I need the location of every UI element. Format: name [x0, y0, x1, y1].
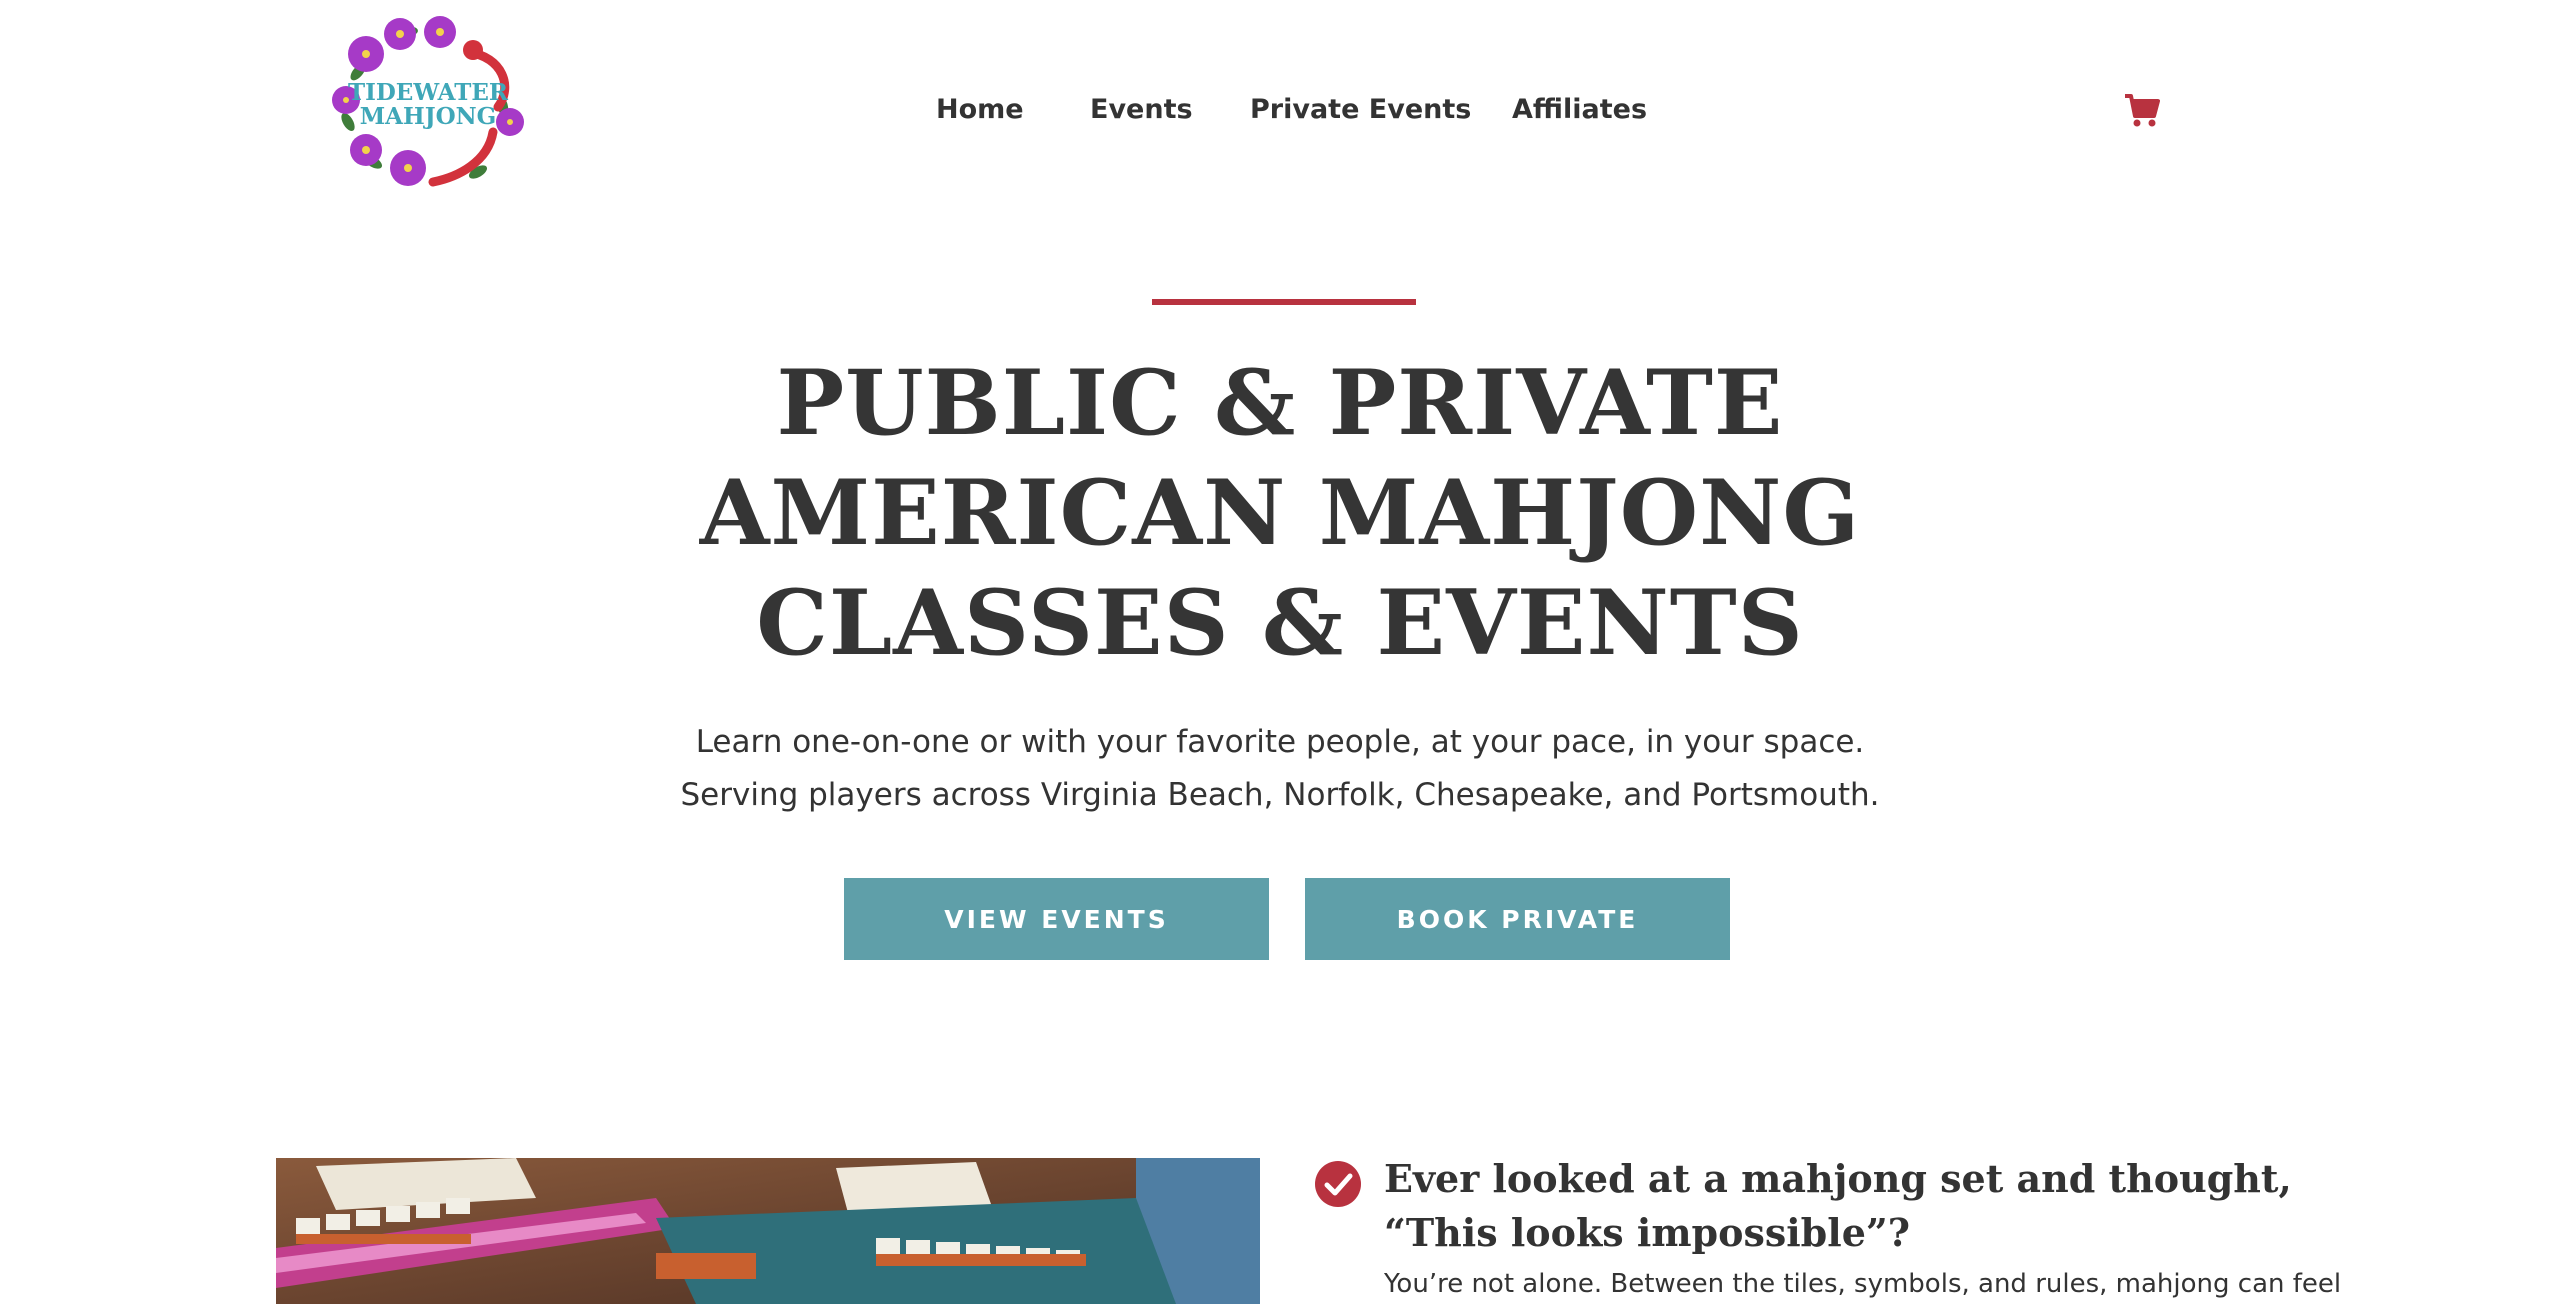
nav-home[interactable]: Home [936, 94, 1024, 125]
view-events-button[interactable]: VIEW EVENTS [844, 878, 1269, 960]
logo-wreath-graphic [328, 12, 528, 194]
hero-title-line: PUBLIC & PRIVATE [776, 350, 1784, 456]
hero-accent-line [1152, 299, 1416, 305]
nav-affiliates[interactable]: Affiliates [1512, 94, 1648, 125]
hero-title [480, 348, 2080, 678]
shopping-cart-icon[interactable] [2124, 92, 2160, 128]
svg-text:MAHJONG: MAHJONG [359, 103, 497, 130]
feature-heading [1384, 1152, 2384, 1260]
feature-heading-line: Ever looked at a mahjong set and thought, [1384, 1156, 2292, 1201]
hero-title-line: AMERICAN MAHJONG [699, 460, 1861, 566]
feature-heading-line: “This looks impossible”? [1384, 1210, 1910, 1255]
hero-subtitle-line: Learn one-on-one or with your favorite people, at your pace, in your space. [695, 724, 1865, 760]
hero-subtitle-line: Serving players across Virginia Beach, Norfolk, Chesapeake, and Portsmouth. [680, 777, 1880, 813]
svg-text:TIDEWATER: TIDEWATER [347, 79, 509, 106]
check-circle-icon [1314, 1160, 1362, 1208]
site-logo[interactable] [328, 12, 528, 194]
hero-subtitle [580, 716, 1980, 822]
feature-body-text: You’re not alone. Between the tiles, symbols, and rules, mahjong can feel [1384, 1269, 2342, 1299]
book-private-button[interactable]: BOOK PRIVATE [1305, 878, 1730, 960]
mahjong-table-photo [276, 1158, 1260, 1304]
nav-events[interactable]: Events [1090, 94, 1193, 125]
nav-private-events[interactable]: Private Events [1250, 94, 1472, 125]
hero-title-line: CLASSES & EVENTS [756, 570, 1804, 676]
